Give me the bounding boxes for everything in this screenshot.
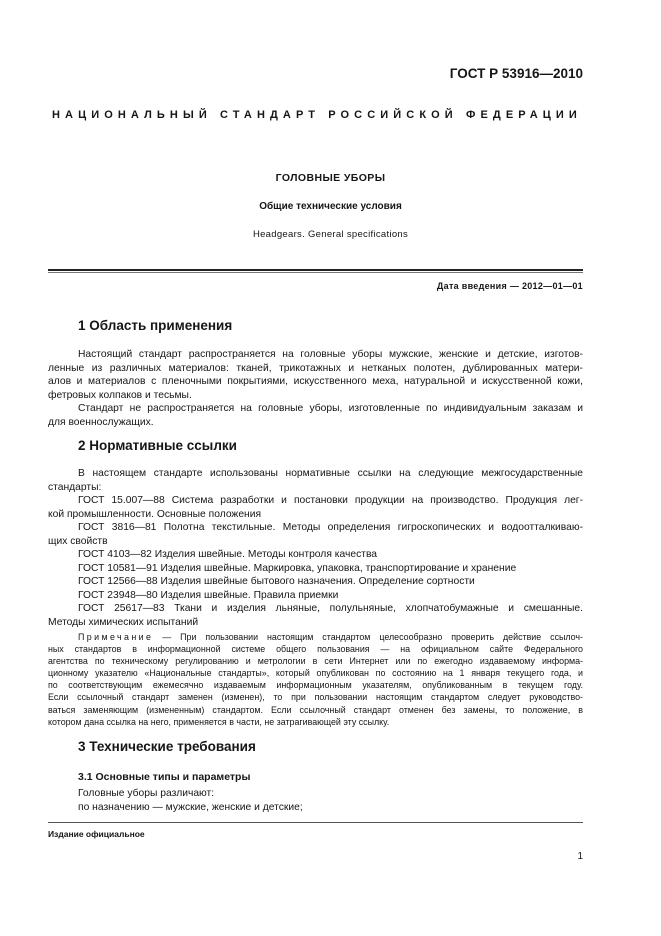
text-line: по назначению — мужские, женские и детские; — [78, 801, 303, 813]
note-line: агентства по техническому регулированию и метрологии в сети Интернет или по ежегодно издаваемому информа- — [48, 656, 583, 667]
note-block — [48, 631, 583, 728]
subsection-3-1-heading: 3.1 Основные типы и параметры — [78, 771, 251, 783]
note-line: ционному указателю «Национальные стандарты», который опубликован по состоянию на 1 января текущего года, и — [48, 668, 583, 679]
note-label: Примечание — [78, 632, 154, 642]
reference-line: ГОСТ 4103—82 Изделия швейные. Методы контроля качества — [78, 549, 378, 560]
national-standard-banner: НАЦИОНАЛЬНЫЙ СТАНДАРТ РОССИЙСКОЙ ФЕДЕРАЦИИ — [52, 109, 582, 121]
text-line: для военнослужащих. — [48, 416, 154, 428]
document-title: ГОЛОВНЫЕ УБОРЫ — [275, 172, 386, 184]
section-3-text — [48, 787, 583, 814]
note-line: ных стандартов в информационной системе общего пользования — на официальном сайте Федерального — [48, 644, 583, 655]
section-1-paragraph-1 — [48, 348, 583, 402]
header-divider — [48, 269, 583, 271]
english-title: Headgears. General specifications — [252, 229, 409, 240]
page-number: 1 — [577, 851, 583, 862]
section-1-heading: 1 Область применения — [78, 318, 233, 333]
section-2-heading: 2 Нормативные ссылки — [78, 438, 237, 453]
header-divider-thin — [48, 272, 583, 273]
reference-line: ГОСТ 10581—91 Изделия швейные. Маркировка, упаковка, транспортирование и хранение — [78, 562, 517, 574]
text-line: Головные уборы различают: — [78, 788, 215, 799]
official-edition-label: Издание официальное — [48, 829, 145, 839]
gost-code: ГОСТ Р 53916—2010 — [449, 66, 583, 81]
text-line: ленные из различных материалов: тканей, трикотажных и нетканых полотен, дублированных матери- — [48, 362, 583, 374]
reference-line: ГОСТ 3816—81 Полотна текстильные. Методы определения гигроскопических и водоотталкиваю- — [78, 522, 583, 533]
text-line: стандарты: — [48, 481, 102, 493]
reference-line: ГОСТ 15.007—88 Система разработки и постановки продукции на производство. Продукция лег- — [78, 495, 583, 506]
note-line: Если ссылочный стандарт заменен (изменен), то при пользовании настоящим стандартом следует руководство- — [48, 692, 583, 703]
text-line: фетровых колпаков и тесьмы. — [48, 389, 192, 401]
note-first-line-text: — При пользовании настоящим стандартом целесообразно проверить действие ссылоч- — [153, 632, 583, 642]
reference-line: щих свойств — [48, 535, 108, 547]
introduction-date: Дата введения — 2012—01—01 — [436, 281, 583, 291]
reference-line: ГОСТ 12566—88 Изделия швейные бытового назначения. Определение сортности — [78, 576, 475, 587]
note-line: ваться заменяющим (измененным) стандартом. Если ссылочный стандарт отменен без замены, то положение, в — [48, 704, 583, 715]
note-line — [48, 631, 583, 643]
reference-line: Методы химических испытаний — [48, 616, 199, 628]
section-1-paragraph-2 — [48, 402, 583, 429]
document-subtitle: Общие технические условия — [259, 201, 402, 212]
note-line: по соответствующим ежемесячно издаваемым информационным указателям, опубликованным в текущем году. — [48, 680, 583, 691]
section-3-heading: 3 Технические требования — [78, 739, 256, 754]
text-line: Настоящий стандарт распространяется на головные уборы мужские, женские и детские, изготов- — [78, 349, 583, 360]
reference-line: ГОСТ 23948—80 Изделия швейные. Правила приемки — [78, 589, 339, 601]
note-line: котором дана ссылка на него, применяется в части, не затрагивающей эту ссылку. — [48, 716, 390, 727]
text-line: В настоящем стандарте использованы нормативные ссылки на следующие межгосударственные — [78, 468, 583, 479]
text-line: Стандарт не распространяется на головные уборы, изготовленные по индивидуальным заказам и — [78, 403, 583, 414]
normative-references-list — [48, 494, 583, 629]
footer-divider — [48, 822, 583, 823]
text-line: алов и материалов с пленочными покрытиями, искусственного меха, натуральной и искусственной кожи, — [48, 376, 583, 387]
reference-line: ГОСТ 25617—83 Ткани и изделия льняные, полульняные, хлопчатобумажные и смешанные. — [78, 603, 583, 614]
reference-line: кой промышленности. Основные положения — [48, 508, 262, 520]
section-2-intro — [48, 467, 583, 494]
